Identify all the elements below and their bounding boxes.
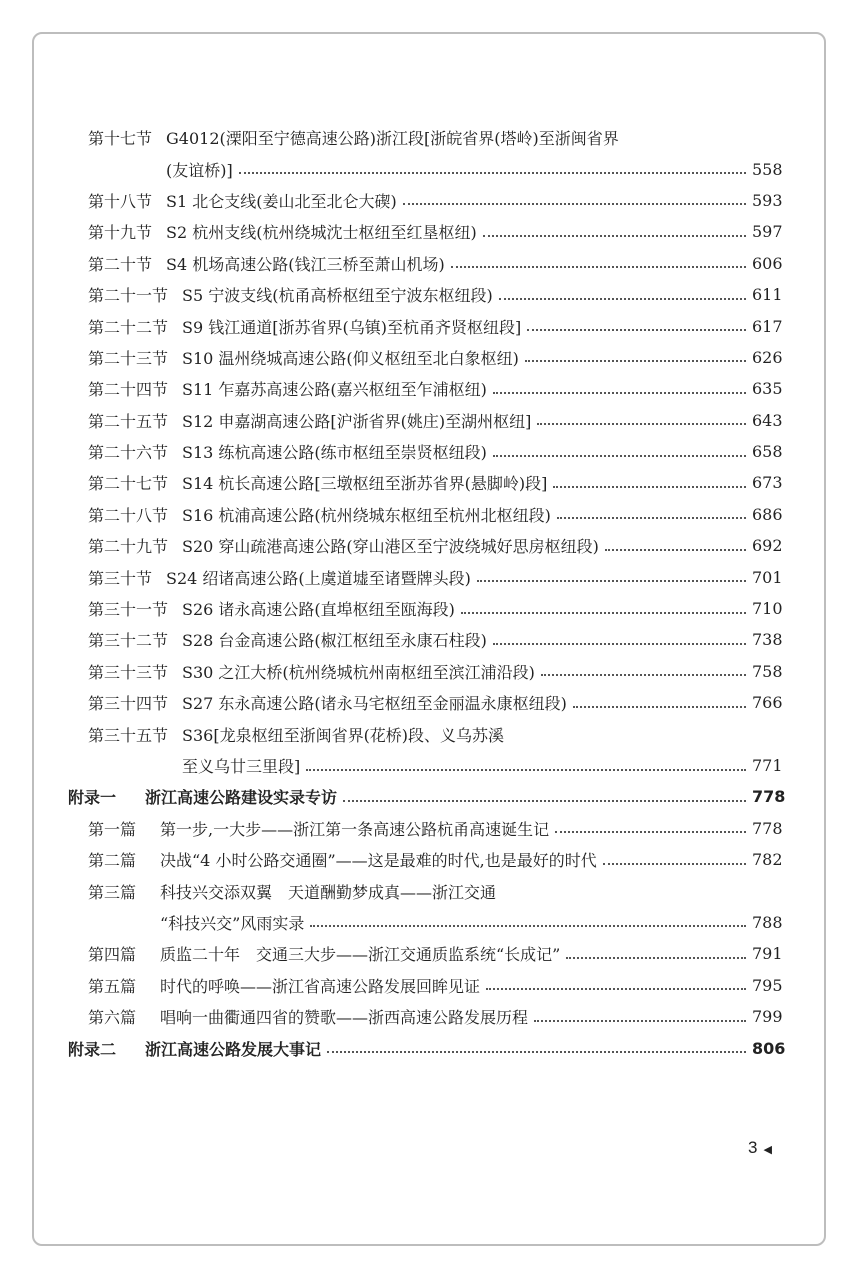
toc-entry-title bbox=[182, 503, 783, 526]
toc-entry-line[interactable] bbox=[0, 781, 860, 812]
toc-entry-label: 第五篇 bbox=[88, 976, 137, 996]
toc-entry-line[interactable] bbox=[0, 907, 860, 938]
toc-entry-page: 626 bbox=[752, 347, 783, 367]
toc-entry-label: 第三十节 bbox=[88, 568, 153, 588]
toc-entry-title bbox=[160, 880, 496, 903]
toc-entry-title-text: 至义乌廿三里段] bbox=[182, 757, 301, 776]
toc-entry-page: 701 bbox=[752, 567, 783, 587]
toc-entry-label: 第十八节 bbox=[88, 191, 153, 211]
toc-entry-line[interactable] bbox=[0, 436, 860, 467]
toc-entry-title-text: S2 杭州支线(杭州绕城沈士枢纽至红垦枢纽) bbox=[166, 223, 477, 243]
toc-entry-line[interactable] bbox=[0, 687, 860, 718]
toc-entry-title-text: 第一步,一大步——浙江第一条高速公路杭甬高速诞生记 bbox=[160, 819, 550, 839]
toc-entry-title bbox=[182, 471, 783, 494]
dot-leader bbox=[327, 1051, 746, 1053]
dot-leader bbox=[499, 298, 746, 300]
toc-entry-page: 778 bbox=[752, 818, 783, 838]
toc-entry-title-text: S9 钱江通道[浙苏省界(乌镇)至杭甬齐贤枢纽段] bbox=[182, 317, 522, 337]
toc-entry-line[interactable] bbox=[0, 530, 860, 561]
toc-entry-line[interactable] bbox=[0, 656, 860, 687]
dot-leader bbox=[493, 392, 746, 394]
toc-entry-line[interactable] bbox=[0, 970, 860, 1001]
dot-leader bbox=[343, 800, 746, 802]
toc-entry-page: 799 bbox=[752, 1007, 783, 1027]
toc-entry-title-text: G4012(溧阳至宁德高速公路)浙江段[浙皖省界(塔岭)至浙闽省界 bbox=[166, 129, 619, 149]
toc-entry-line[interactable] bbox=[0, 185, 860, 216]
toc-entry-label: 第二十五节 bbox=[88, 411, 169, 431]
toc-entry-title bbox=[182, 628, 783, 651]
toc-entry-page: 766 bbox=[752, 693, 783, 713]
toc-entry-title bbox=[182, 346, 783, 369]
toc-entry-title-text: S11 乍嘉苏高速公路(嘉兴枢纽至乍浦枢纽) bbox=[182, 380, 487, 400]
toc-entry-title bbox=[182, 409, 783, 432]
toc-entry-line[interactable] bbox=[0, 561, 860, 592]
toc-entry-label: 第十九节 bbox=[88, 223, 153, 243]
dot-leader bbox=[566, 957, 746, 959]
toc-entry-line[interactable] bbox=[0, 593, 860, 624]
dot-leader bbox=[537, 423, 746, 425]
dot-leader bbox=[403, 203, 746, 205]
dot-leader bbox=[451, 266, 746, 268]
page-number-text: 3 bbox=[748, 1138, 758, 1157]
dot-leader bbox=[306, 769, 746, 771]
toc-entry-line[interactable] bbox=[0, 310, 860, 341]
toc-entry-title bbox=[166, 566, 783, 589]
toc-entry-label: 第二十八节 bbox=[88, 505, 169, 525]
toc-entry-line[interactable] bbox=[0, 875, 860, 906]
toc-entry-page: 778 bbox=[752, 787, 786, 807]
dot-leader bbox=[486, 988, 746, 990]
toc-entry-line[interactable] bbox=[0, 750, 860, 781]
dot-leader bbox=[541, 674, 746, 676]
toc-entry-title bbox=[182, 534, 783, 557]
toc-entry-title bbox=[166, 220, 783, 243]
toc-entry-title bbox=[166, 252, 783, 275]
toc-entry-page: 658 bbox=[752, 442, 783, 462]
toc-entry-page: 791 bbox=[752, 944, 783, 964]
toc-entry-title-text: S14 杭长高速公路[三墩枢纽至浙苏省界(悬脚岭)段] bbox=[182, 474, 548, 494]
toc-entry-title-text: S13 练杭高速公路(练市枢纽至崇贤枢纽段) bbox=[182, 443, 487, 463]
toc-entry-title-text: S16 杭浦高速公路(杭州绕城东枢纽至杭州北枢纽段) bbox=[182, 505, 551, 525]
toc-entry-page: 738 bbox=[752, 630, 783, 650]
toc-entry-page: 673 bbox=[752, 473, 783, 493]
toc-entry-label: 第三十四节 bbox=[88, 694, 169, 714]
toc-entry-label: 第三十三节 bbox=[88, 662, 169, 682]
toc-entry-title-text: 质监二十年 交通三大步——浙江交通质监系统“长成记” bbox=[160, 945, 561, 965]
toc-entry-title-text: S28 台金高速公路(椒江枢纽至永康石柱段) bbox=[182, 631, 487, 651]
dot-leader bbox=[493, 643, 746, 645]
dot-leader bbox=[483, 235, 746, 237]
toc-entry-line[interactable] bbox=[0, 153, 860, 184]
toc-entry-title-text: 浙江高速公路发展大事记 bbox=[145, 1039, 322, 1059]
toc-entry-page: 788 bbox=[752, 912, 783, 932]
dot-leader bbox=[239, 172, 746, 174]
toc-entry-title bbox=[166, 189, 783, 212]
dot-leader bbox=[553, 486, 746, 488]
toc-entry-line[interactable] bbox=[0, 1001, 860, 1032]
toc-entry-title bbox=[166, 158, 783, 181]
toc-entry-title-text: S1 北仑支线(姜山北至北仑大碶) bbox=[166, 191, 397, 211]
toc-entry-line[interactable] bbox=[0, 499, 860, 530]
toc-entry-line[interactable] bbox=[0, 216, 860, 247]
toc-entry-title bbox=[182, 315, 783, 338]
dot-leader bbox=[527, 329, 746, 331]
toc-entry-page: 758 bbox=[752, 661, 783, 681]
dot-leader bbox=[555, 831, 746, 833]
dot-leader bbox=[605, 549, 746, 551]
toc-entry-title bbox=[182, 660, 783, 683]
toc-entry-line[interactable] bbox=[0, 467, 860, 498]
toc-entry-label: 第二篇 bbox=[88, 851, 137, 871]
dot-leader bbox=[477, 580, 746, 582]
toc-entry-title-text: S10 温州绕城高速公路(仰义枢纽至北白象枢纽) bbox=[182, 348, 519, 368]
toc-entry-page: 593 bbox=[752, 190, 783, 210]
toc-entry-page: 611 bbox=[752, 285, 783, 305]
toc-entry-page: 710 bbox=[752, 599, 783, 619]
toc-entry-label: 附录二 bbox=[68, 1039, 117, 1059]
toc-entry-title-text: S27 东永高速公路(诸永马宅枢纽至金丽温永康枢纽段) bbox=[182, 694, 567, 714]
toc-entry-label: 第三十二节 bbox=[88, 631, 169, 651]
toc-entry-page: 771 bbox=[752, 756, 783, 775]
dot-leader bbox=[534, 1020, 746, 1022]
toc-entry-page: 782 bbox=[752, 850, 783, 870]
toc-entry-title bbox=[160, 817, 783, 840]
toc-entry-label: 第三篇 bbox=[88, 882, 137, 902]
toc-entry-label: 第二十二节 bbox=[88, 317, 169, 337]
toc-entry-title-text: S20 穿山疏港高速公路(穿山港区至宁波绕城好思房枢纽段) bbox=[182, 537, 599, 557]
left-triangle-icon: ◀ bbox=[763, 1144, 772, 1156]
dot-leader bbox=[573, 706, 746, 708]
dot-leader bbox=[310, 925, 746, 927]
toc-entry-title-text: 唱响一曲衢通四省的赞歌——浙西高速公路发展历程 bbox=[160, 1008, 529, 1028]
toc-entry-title bbox=[182, 283, 783, 306]
toc-entry-label: 第二十三节 bbox=[88, 348, 169, 368]
toc-entry-title bbox=[182, 440, 783, 463]
toc-entry-page: 795 bbox=[752, 975, 783, 995]
toc-entry-line[interactable] bbox=[0, 373, 860, 404]
dot-leader bbox=[525, 360, 746, 362]
table-of-contents bbox=[0, 122, 860, 1064]
toc-entry-title bbox=[160, 911, 783, 934]
dot-leader bbox=[493, 455, 746, 457]
toc-entry-label: 第二十九节 bbox=[88, 537, 169, 557]
toc-entry-page: 617 bbox=[752, 316, 783, 336]
toc-entry-line[interactable] bbox=[0, 405, 860, 436]
dot-leader bbox=[461, 612, 746, 614]
toc-entry-line[interactable] bbox=[0, 938, 860, 969]
toc-entry-title bbox=[145, 785, 786, 808]
dot-leader bbox=[603, 863, 746, 865]
toc-entry-label: 附录一 bbox=[68, 788, 117, 808]
toc-entry-title-text: S26 诸永高速公路(直埠枢纽至瓯海段) bbox=[182, 600, 455, 620]
toc-entry-title bbox=[160, 848, 783, 871]
page-number bbox=[748, 1138, 772, 1158]
toc-entry-line[interactable] bbox=[0, 342, 860, 373]
toc-entry-label: 第三十五节 bbox=[88, 725, 169, 745]
toc-entry-title bbox=[182, 754, 783, 777]
toc-entry-title bbox=[160, 974, 783, 997]
toc-entry-title-text: S5 宁波支线(杭甬高桥枢纽至宁波东枢纽段) bbox=[182, 286, 493, 306]
toc-entry-label: 第三十一节 bbox=[88, 600, 169, 620]
toc-entry-label: 第二十一节 bbox=[88, 286, 169, 306]
toc-entry-title-text: S36[龙泉枢纽至浙闽省界(花桥)段、义乌苏溪 bbox=[182, 725, 505, 745]
toc-entry-title bbox=[182, 723, 504, 746]
toc-entry-line[interactable] bbox=[0, 718, 860, 749]
toc-entry-page: 806 bbox=[752, 1038, 786, 1058]
toc-entry-title bbox=[182, 691, 783, 714]
toc-entry-title-text: S30 之江大桥(杭州绕城杭州南枢纽至滨江浦沿段) bbox=[182, 662, 535, 682]
toc-entry-line[interactable] bbox=[0, 813, 860, 844]
toc-entry-title-text: 浙江高速公路建设实录专访 bbox=[145, 788, 338, 808]
toc-entry-label: 第四篇 bbox=[88, 945, 137, 965]
toc-entry-line[interactable] bbox=[0, 248, 860, 279]
toc-entry-title-text: 决战“4 小时公路交通圈”——这是最难的时代,也是最好的时代 bbox=[160, 851, 597, 871]
toc-entry-title-text: 科技兴交添双翼 天道酬勤梦成真——浙江交通 bbox=[160, 882, 497, 902]
toc-entry-label: 第二十四节 bbox=[88, 380, 169, 400]
toc-entry-line[interactable] bbox=[0, 844, 860, 875]
toc-entry-label: 第一篇 bbox=[88, 819, 137, 839]
toc-entry-page: 606 bbox=[752, 253, 783, 273]
toc-entry-label: 第二十六节 bbox=[88, 443, 169, 463]
toc-entry-line[interactable] bbox=[0, 1032, 860, 1063]
toc-entry-title bbox=[160, 1005, 783, 1028]
toc-entry-title bbox=[182, 597, 783, 620]
toc-entry-label: 第六篇 bbox=[88, 1008, 137, 1028]
toc-entry-title bbox=[160, 942, 783, 965]
toc-entry-title-text: 时代的呼唤——浙江省高速公路发展回眸见证 bbox=[160, 976, 481, 996]
toc-entry-line[interactable] bbox=[0, 122, 860, 153]
toc-entry-line[interactable] bbox=[0, 624, 860, 655]
toc-entry-page: 686 bbox=[752, 504, 783, 524]
toc-entry-title-text: S4 机场高速公路(钱江三桥至萧山机场) bbox=[166, 254, 445, 274]
toc-entry-title bbox=[182, 377, 783, 400]
toc-entry-page: 692 bbox=[752, 536, 783, 556]
toc-entry-line[interactable] bbox=[0, 279, 860, 310]
toc-entry-page: 635 bbox=[752, 379, 783, 399]
toc-entry-label: 第二十七节 bbox=[88, 474, 169, 494]
toc-entry-title-text: “科技兴交”风雨实录 bbox=[160, 913, 305, 933]
toc-entry-title-text: (友谊桥)] bbox=[166, 160, 233, 180]
toc-entry-title bbox=[145, 1037, 786, 1060]
toc-entry-title-text: S24 绍诸高速公路(上虞道墟至诸暨牌头段) bbox=[166, 568, 471, 588]
toc-entry-label: 第二十节 bbox=[88, 254, 153, 274]
toc-entry-label: 第十七节 bbox=[88, 129, 153, 149]
toc-entry-page: 597 bbox=[752, 222, 783, 242]
toc-entry-title-text: S12 申嘉湖高速公路[沪浙省界(姚庄)至湖州枢纽] bbox=[182, 411, 532, 431]
toc-entry-page: 558 bbox=[752, 159, 783, 179]
toc-entry-title bbox=[166, 126, 619, 149]
dot-leader bbox=[557, 517, 746, 519]
toc-entry-page: 643 bbox=[752, 410, 783, 430]
